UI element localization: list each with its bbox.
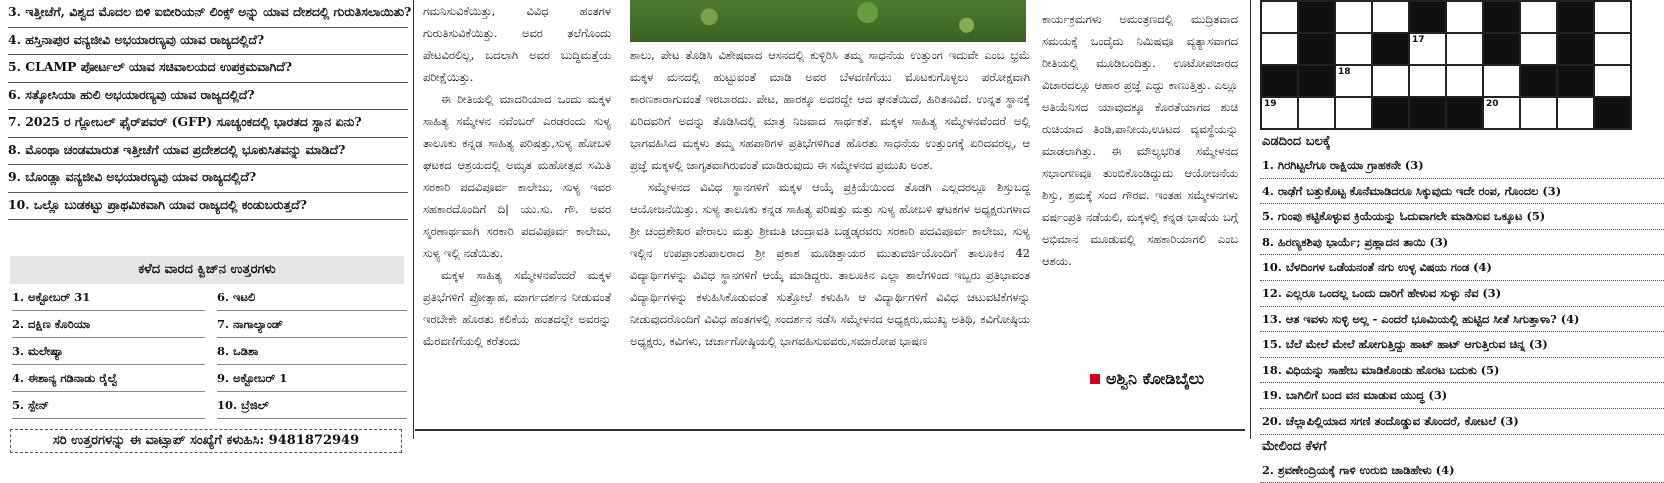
answer-item: 9. ಅಕ್ಟೋಬರ್ 1 (217, 365, 407, 392)
crossword-cell (1594, 1, 1631, 33)
crossword-cell (1483, 1, 1520, 33)
answer-item: 5. ಸ್ಪೇನ್ (12, 392, 205, 419)
article-bottom-rule (415, 429, 1245, 431)
quiz-question: 4. ಹಸ್ತಿನಾಪುರ ವನ್ಯಜೀವಿ ಅಭಯಾರಣ್ಯವು ಯಾವ ರಾಜ್ಯದಲ್ಲಿದೆ? (8, 28, 408, 56)
crossword-cell (1409, 1, 1446, 33)
crossword-cell (1298, 97, 1335, 129)
across-clue: 19. ಬಾಗಿಲಿಗೆ ಬಂದ ವನ ಮಾಡುವ ಯುದ್ಧ (3) (1260, 383, 1664, 409)
across-clue: 18. ವಿಧಿಯನ್ನು ಸಾಹೇಬ ಮಾಡಿಕೊಂಡು ಹೊರಟ ಬದುಕು (5) (1260, 358, 1664, 384)
article-column-1 (423, 0, 611, 439)
quiz-question: 8. ಮೊಂಥಾ ಚಂಡಮಾರುತ ಇತ್ತೀಚೆಗೆ ಯಾವ ಪ್ರದೇಶದಲ್ಲಿ ಭೂಕುಸಿತವನ್ನು ಮಾಡಿದೆ? (8, 138, 408, 166)
answer-item: 6. ಇಟಲಿ (217, 284, 407, 311)
crossword-cell (1557, 33, 1594, 65)
crossword-cell (1446, 1, 1483, 33)
across-heading: ಎಡದಿಂದ ಬಲಕ್ಕೆ (1262, 134, 1331, 149)
crossword-cell (1261, 33, 1298, 65)
crossword-cell (1520, 97, 1557, 129)
quiz-question: 10. ಒಲ್ಲೊ ಬುಡಕಟ್ಟು ಪ್ರಾಥಮಿಕವಾಗಿ ಯಾವ ರಾಜ್ಯದಲ್ಲಿ ಕಂಡುಬರುತ್ತದೆ? (8, 193, 408, 221)
answer-item: 1. ಅಕ್ಟೋಬರ್ 31 (12, 284, 205, 311)
article-paragraph: ಮಕ್ಕಳ ಸಾಹಿತ್ಯ ಸಮ್ಮೇಳನವೆಂದರೆ ಮಕ್ಕಳ ಪ್ರತಿಭೆಗಳಿಗೆ ಪ್ರೋತ್ಸಾಹ, ಮಾರ್ಗದರ್ಶನ ನೀಡುವಂತೆ ಇರಬೇಕೇ ಹೊರತು ಕಲಿಕೆಯ ಹಂತದಲ್ಲೇ ಅವರನ್ನು ಮೆರವಣಿಗೆಯಲ್ಲಿ ಕರೆತಂದು (423, 268, 611, 348)
crossword-cell (1446, 33, 1483, 65)
across-clue: 13. ಆತ ಇವಳು ಸುಳ್ಳಿ ಅಲ್ಲ - ಎಂದರೆ ಭೂಮಿಯಲ್ಲಿ ಹುಟ್ಟಿದ ಸೀತೆ ಸಿಗುತ್ತಾಳಾ? (4) (1260, 307, 1664, 333)
author-byline (1090, 369, 1204, 389)
crossword-cell (1372, 65, 1409, 97)
crossword-cell (1335, 33, 1372, 65)
clue-number: 18 (1338, 67, 1351, 77)
crossword-cell (1261, 1, 1298, 33)
quiz-question: 6. ಸತ್ಕೋಸಿಯಾ ಹುಲಿ ಅಭಯಾರಣ್ಯವು ಯಾವ ರಾಜ್ಯದಲ್ಲಿದೆ? (8, 83, 408, 111)
crossword-cell (1557, 1, 1594, 33)
clue-number: 19 (1264, 99, 1277, 109)
across-clue: 5. ಗುಂಪು ಕಟ್ಟಿಕೊಳ್ಳುವ ಕ್ರಿಯೆಯನ್ನು ಓದುವಾಗಲೇ ಮಾಡಿಸುವ ಒಕ್ಕೂಟ (5) (1260, 204, 1664, 230)
across-clue: 1. ಗಿರಗಿಟ್ಟಲೆಗೂ ರಾಕ್ಷಿಯಾ ಗ್ರಾಹಕನೇ (3) (1260, 153, 1664, 179)
article-paragraph: ಕಾರ್ಯಕ್ರಮಗಳು ಅಮಂತ್ರಣದಲ್ಲಿ ಮುದ್ರಿತವಾದ ಸಮಯಕ್ಕೆ ಒಂದೈದು ನಿಮಿಷವೂ ವ್ಯತ್ಯಾಸವಾಗದ ರೀತಿಯಲ್ಲಿ ಮೂಡಿಬಂದಿತ್ತು. ಊಟೋಪಚಾರದ ವಿಚಾರದಲ್ಲೂ ಆಹಾರ ಪ್ರಜ್ಞೆ ಎದ್ದು ಕಾಣುತ್ತಿತ್ತು. ಎಲ್ಲೂ ಅತಿಯೆನಿಸದ ಯಾವುದಕ್ಕೂ ಕೊರತೆಯಾಗದ ಶುಚಿ ರುಚಿಯಾದ ತಿಂಡಿ,ಪಾನೀಯ,ಊಟದ ವ್ಯವಸ್ಥೆಯನ್ನು ಮಾಡಲಾಗಿತ್ತು. ಈ ಮೌಲ್ಯಭರಿತ ಸಮ್ಮೇಳನದ ಸಭಾಂಗಣವೂ ತುಂಬಿಕೊಂಡಿದ್ದುದು ಆಯೋಜನೆಯ ಶಿಸ್ತು, ಶ್ರಮಕ್ಕೆ ಸಂದ ಗೌರವ. ಇಂತಹ ಸಮ್ಮೇಳನಗಳು ವರ್ಷಂಪ್ರತಿ ನಡೆಯಲಿ, ಮಕ್ಕಳಲ್ಲಿ ಕನ್ನಡ ಭಾಷೆಯ ಬಗ್ಗೆ ಅಭಿಮಾನ ಮೂಡುವಲ್ಲಿ ಸಹಕಾರಿಯಾಗಲಿ ಎಂಬ ಆಶಯ. (1042, 12, 1238, 268)
red-square-icon (1090, 374, 1100, 384)
crossword-cell (1409, 33, 1446, 65)
crossword-cell (1372, 33, 1409, 65)
article-paragraph: ಗಮನಿಸುವಿಕೆಯಿತ್ತು, ವಿವಿಧ ಹಂತಗಳ ಗುರುತಿಸುವಿಕೆಯಿತ್ತು. ಅವರ ತಲೆಗೊಂದು ಪೇಟವಿರಲಿಲ್ಲ, ಬದಲಾಗಿ ಅವರ ಬುದ್ಧಿಮತ್ತೆಯ ಪರೀಕ್ಷೆಯಿತ್ತು. (423, 4, 611, 84)
across-clue: 20. ಚೆಲ್ಲಾಪಿಲ್ಲಿಯಾದ ಸಗಣಿ ತಂದೊಡ್ಡುವ ತೊಂದರೆ, ಕೋಟಲೆ (3) (1260, 409, 1664, 435)
article-paragraph: ಈ ರೀತಿಯಲ್ಲಿ ಮಾದರಿಯಾದ ಒಂದು ಮಕ್ಕಳ ಸಾಹಿತ್ಯ ಸಮ್ಮೇಳನ ನವೆಂಬರ್ ಎರಡರಂದು ಸುಳ್ಯ ತಾಲೂಕು ಕನ್ನಡ ಸಾಹಿತ್ಯ ಪರಿಷತ್ತು,ಸುಳ್ಯ ಹೋಬಳಿ ಘಟಕದ ಆಶ್ರಯದಲ್ಲಿ ಅಮೃತ ಮಹೋತ್ಸವ ಸಮಿತಿ ಸರಕಾರಿ ಪದವಿಪೂರ್ವ ಕಾಲೇಜು, ಸುಳ್ಯ ಇವರ ಸಹಕಾರದೊಂದಿಗೆ ದಿ| ಯು.ಸು. ಗೌ. ಅವರ ಸ್ಮರಣಾರ್ಥವಾಗಿ ಸರಕಾರಿ ಪದವಿಪೂರ್ವ ಕಾಲೇಜು, ಸುಳ್ಯ ಇಲ್ಲಿ ನಡೆಯಿತು. (423, 92, 611, 260)
crossword-cell (1594, 33, 1631, 65)
crossword-cell (1446, 97, 1483, 129)
crossword-cell (1557, 97, 1594, 129)
crossword-grid (1260, 0, 1632, 130)
crossword-column (1260, 0, 1664, 477)
crossword-cell (1446, 65, 1483, 97)
crossword-cell (1520, 33, 1557, 65)
quiz-question: 3. ಇತ್ತೀಚೆಗೆ, ವಿಶ್ವದ ಮೊದಲ ಬಿಳಿ ಐಬೀರಿಯನ್ ಲಿಂಕ್ಸ್ ಅನ್ನು ಯಾವ ದೇಶದಲ್ಲಿ ಗುರುತಿಸಲಾಯಿತು? (8, 0, 408, 28)
quiz-column (0, 0, 412, 448)
answer-item: 8. ಒಡಿಶಾ (217, 338, 407, 365)
crossword-cell (1261, 97, 1298, 129)
crossword-cell (1298, 65, 1335, 97)
crossword-cell (1483, 97, 1520, 129)
answer-item: 10. ಬ್ರೆಜಿಲ್ (217, 392, 407, 419)
crossword-cell (1298, 33, 1335, 65)
article-column-2 (630, 0, 1030, 439)
crossword-cell (1483, 65, 1520, 97)
answer-item: 7. ನಾಗಾಲ್ಯಾಂಡ್ (217, 311, 407, 338)
crossword-cell (1372, 1, 1409, 33)
crossword-cell (1261, 65, 1298, 97)
crossword-cell (1335, 65, 1372, 97)
crossword-cell (1520, 65, 1557, 97)
across-clue: 4. ರಾಢೆಗೆ ಬತ್ತುಕೊಟ್ಟ ಕೊನೆಮಾಡಿದರೂ ಸಿಕ್ಕುವುದು ಇದೇ ರಂಪ, ಗೊಂದಲ (3) (1260, 179, 1664, 205)
clue-number: 17 (1412, 35, 1425, 45)
crossword-cell (1483, 33, 1520, 65)
across-clue: 12. ಎಲ್ಲರೂ ಒಂದಲ್ಲ ಒಂದು ದಾರಿಗೆ ಹೇಳುವ ಸುಳ್ಳು ನೆವ (3) (1260, 281, 1664, 307)
crossword-cell (1409, 97, 1446, 129)
crossword-cell (1372, 97, 1409, 129)
crossword-cell (1520, 1, 1557, 33)
quiz-question: 7. 2025 ರ ಗ್ಲೋಬಲ್ ಫೈರ್‌ಪವರ್ (GFP) ಸೂಚ್ಯಂಕದಲ್ಲಿ ಭಾರತದ ಸ್ಥಾನ ಏನು? (8, 110, 408, 138)
clue-number: 20 (1486, 99, 1499, 109)
down-clue: 2. ಶ್ರವಣೇಂದ್ರಿಯಕ್ಕೆ ಗಾಳಿ ಉರುಬಿ ಚಾಡಿಹೇಳು (4) (1260, 458, 1664, 483)
answers-heading: ಕಳೆದ ವಾರದ ಕ್ವಿಜ್‌ನ ಉತ್ತರಗಳು (10, 256, 404, 284)
answer-item: 2. ದಕ್ಷಿಣ ಕೊರಿಯಾ (12, 311, 205, 338)
crossword-cell (1557, 65, 1594, 97)
column-divider (413, 0, 414, 439)
crossword-cell (1335, 97, 1372, 129)
crossword-cell (1594, 97, 1631, 129)
article-paragraph: ಶಾಲು, ಪೇಟ ತೊಡಿಸಿ ವಿಶೇಷವಾದ ಆಸನದಲ್ಲಿ ಕುಳ್ಳಿರಿಸಿ ತಮ್ಮ ಸಾಧನೆಯ ಉತ್ತುಂಗ ಇದುವೇ ಎಂಬ ಭ್ರಮೆ ಮಕ್ಕಳ ಮನದಲ್ಲಿ ಹುಟ್ಟುವಂತೆ ಮಾಡಿ ಅವರ ಬೆಳವಣಿಗೆಯು ಮೊಟಕುಗೊಳ್ಳಲು ಪರೋಕ್ಷವಾಗಿ ಕಾರಣಕಾರಾಗುವಂತೆ ಇರಬಾರದು. ಪೇಟ, ಹಾರಕ್ಕೂ ಅದರದ್ದೇ ಆದ ಘನತೆಯಿದೆ, ಹಿರಿತನವಿದೆ. ಉನ್ನತ ಸ್ಥಾನಕ್ಕೆ ಏರಿದವರಿಗೆ ಅದನ್ನು ತೊಡಿಸಿದಲ್ಲಿ ಮಾತ್ರ ನಿಜವಾದ ಸಾರ್ಥಕತೆ. ಮಕ್ಕಳ ಸಾಹಿತ್ಯ ಸಮ್ಮೇಳನವೆಂದರೆ ಅಲ್ಲಿ ಭಾಗವಹಿಸಿದ ಮಕ್ಕಳು ತಮ್ಮ ಸಹಪಾಠಿಗಳ ಪ್ರತಿಭೆಗಳಿಗಿಂತ ಹೊರತು ಸಾಧನೆಯ ಉತ್ತುಂಗಕ್ಕೆ ಏರಿದವರಲ್ಲ, ಆ ಪ್ರಜ್ಞೆ ಮಕ್ಕಳಲ್ಲಿ ಜಾಗೃತವಾಗಿರುವಂತೆ ಮಾಡಿರುವುದು ಈ ಸಮ್ಮೇಳನದ ಪ್ರಮುಖ ಅಂಶ. (630, 48, 1030, 172)
answer-item: 3. ಮಲೇಷ್ಯಾ (12, 338, 205, 365)
across-clue: 8. ಹಿರಣ್ಯಕಶಿಪು ಭಾರ್ಯೆ; ಪ್ರಹ್ಲಾದನ ತಾಯಿ (3) (1260, 230, 1664, 256)
article-paragraph: ಸಮ್ಮೇಳನದ ವಿವಿಧ ಸ್ಥಾನಗಳಿಗೆ ಮಕ್ಕಳ ಆಯ್ಕೆ ಪ್ರಕ್ರಿಯೆಯಿಂದ ತೊಡಗಿ ಎಲ್ಲದರಲ್ಲೂ ಶಿಸ್ತುಬದ್ಧ ಆಯೋಜನೆಯಿತ್ತು. ಸುಳ್ಯ ತಾಲೂಕು ಕನ್ನಡ ಸಾಹಿತ್ಯ ಪರಿಷತ್ತು ಮತ್ತು ಸುಳ್ಯ ಹೋಬಳಿ ಘಟಕಗಳ ಅಧ್ಯಕ್ಷರುಗಳಾದ ಶ್ರೀ ಚಂದ್ರಶೇಖರ ಪೇರಾಲು ಮತ್ತು ಶ್ರೀಮತಿ ಚಂದ್ರಾವತಿ ಬಡ್ಡಡ್ಕರವರು ಸರಕಾರಿ ಪದವಿಪೂರ್ವ ಕಾಲೇಜು, ಸುಳ್ಯ ಇಲ್ಲಿನ ಉಪಪ್ರಾಂಶುಪಾಲರಾದ ಶ್ರೀ ಪ್ರಕಾಶ ಮೂಡಿತ್ತಾಯರ ಮುತುವರ್ಜಿಯೊಂದಿಗೆ ತಾಲೂಕಿನ 42 ವಿದ್ಯಾರ್ಥಿಗಳನ್ನು ವಿವಿಧ ಸ್ಥಾನಗಳಿಗೆ ಆಯ್ಕೆ ಮಾಡಿದ್ದರು. ತಾಲೂಕಿನ ಎಲ್ಲಾ ಶಾಲೆಗಳಿಂದ ಇಬ್ಬರು ಪ್ರತಿಭಾವಂತ ವಿದ್ಯಾರ್ಥಿಗಳನ್ನು ಕಳುಹಿಸಿಕೊಡುವಂತೆ ಸುತ್ತೋಲೆ ಕಳುಹಿಸಿ ಆ ವಿದ್ಯಾರ್ಥಿಗಳಿಗೆ ವಿವಿಧ ಚಟುವಟಿಕೆಗಳನ್ನು ನೀಡುವುದರೊಂದಿಗೆ ವಿವಿಧ ಹಂತಗಳಲ್ಲಿ ಸಂದರ್ಶನ ನಡೆಸಿ ಸಮ್ಮೇಳನದ ಅಧ್ಯಕ್ಷರು,ಮುಖ್ಯ ಅತಿಥಿ, ಕವಿಗೋಷ್ಠಿಯ ಅಧ್ಯಕ್ಷರು, ಕವಿಗಳು, ಚರ್ಚಾಗೋಷ್ಠಿಯಲ್ಲಿ ಭಾಗವಹಿಸುವವರು,ಸಮಾರೋಪ ಭಾಷಣ (630, 180, 1030, 348)
author-name: ಅಶ್ವಿನಿ ಕೋಡಿಬೈಲು (1106, 369, 1205, 388)
answer-item: 4. ಈಶಾನ್ಯ ಗಡಿನಾಡು ರೈಲ್ವೆ (12, 365, 205, 392)
whatsapp-box: ಸರಿ ಉತ್ತರಗಳನ್ನು ಈ ವಾಟ್ಸಾಪ್ ಸಂಖ್ಯೆಗೆ ಕಳುಹಿಸಿ: 9481872949 (10, 429, 402, 453)
crossword-cell (1298, 1, 1335, 33)
crossword-cell (1409, 65, 1446, 97)
quiz-question-list (0, 0, 412, 220)
crossword-cell (1594, 65, 1631, 97)
crossword-cell (1335, 1, 1372, 33)
across-clue: 10. ಬೆಳದಿಂಗಳ ಒಡೆಯನಂತೆ ನಗು ಉಳ್ಳ ವಿಷಯ ಗಂಡ (4) (1260, 255, 1664, 281)
quiz-question: 9. ಬೊಂಡ್ಲಾ ವನ್ಯಜೀವಿ ಅಭಯಾರಣ್ಯವು ಯಾವ ರಾಜ್ಯದಲ್ಲಿದೆ? (8, 165, 408, 193)
column-divider (1250, 0, 1251, 439)
across-clue: 15. ಬೆಲೆ ಮೇಲೆ ಮೇಲೆ ಹೋಗುತ್ತಿದ್ದು ಹಾಟ್ ಹಾಟ್ ಆಗುತ್ತಿರುವ ಚಿನ್ನ (3) (1260, 332, 1664, 358)
quiz-question: 5. CLAMP ಪೋರ್ಟಲ್ ಯಾವ ಸಚಿವಾಲಯದ ಉಪಕ್ರಮವಾಗಿದೆ? (8, 55, 408, 83)
down-heading: ಮೇಲಿಂದ ಕೆಳಗೆ (1262, 438, 1327, 454)
answers-grid (12, 284, 408, 419)
article-photo (630, 0, 1026, 42)
